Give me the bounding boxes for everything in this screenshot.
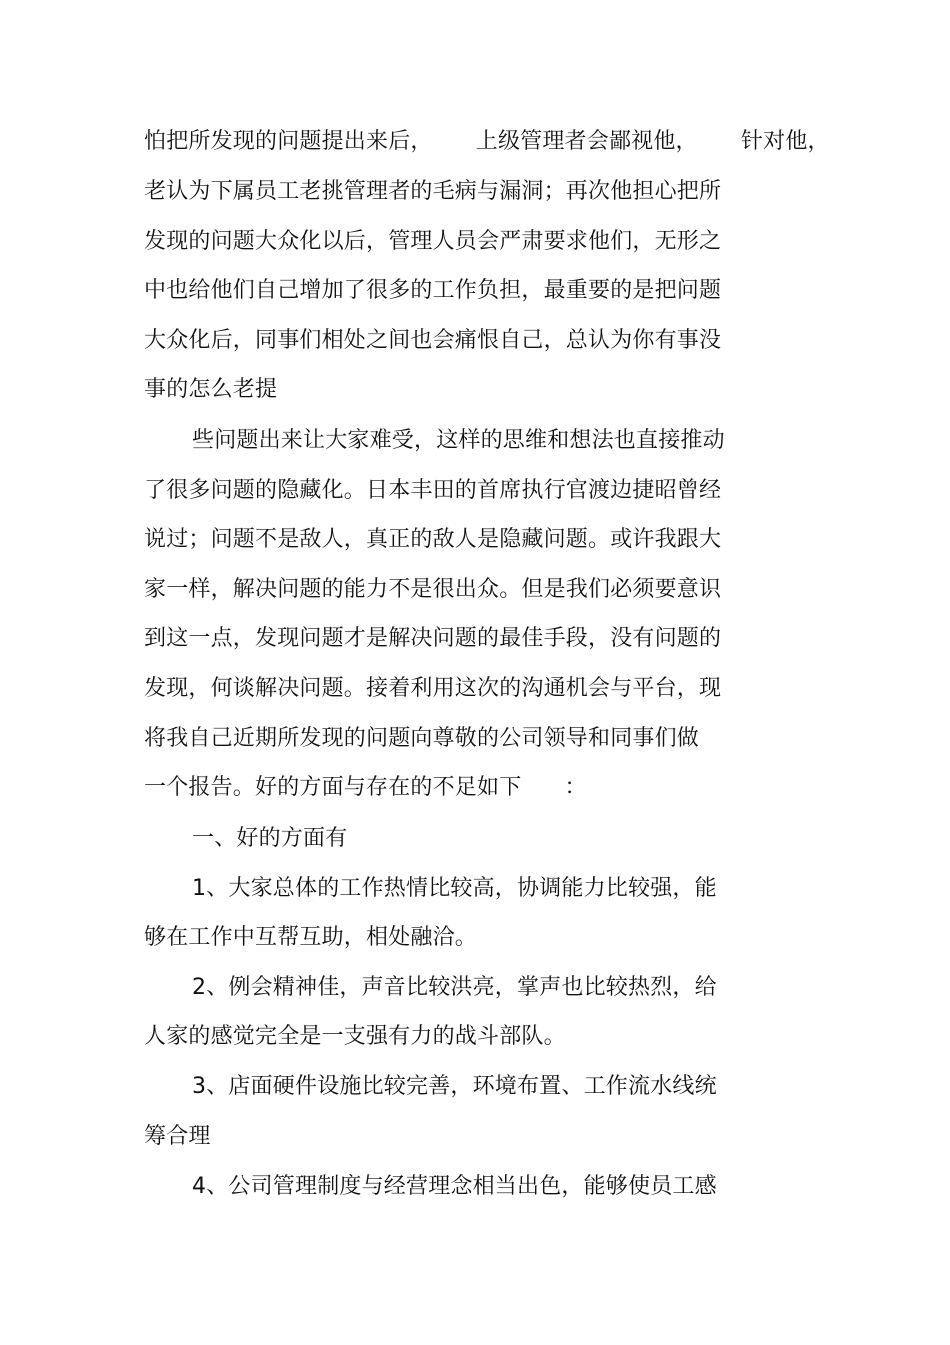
- text-line: 了很多问题的隐藏化。日本丰田的首席执行官渡边捷昭曾经: [144, 478, 722, 503]
- text-line: 怕把所发现的问题提出来后， 上级管理者会鄙视他， 针对他，: [144, 129, 830, 154]
- text-line: 大众化后，同事们相处之间也会痛恨自己，总认为你有事没: [144, 328, 722, 353]
- text-line: 老认为下属员工老挑管理者的毛病与漏洞；再次他担心把所: [144, 179, 722, 204]
- text-line: 发现，何谈解决问题。接着利用这次的沟通机会与平台，现: [144, 676, 722, 701]
- text-line: 事的怎么老提: [144, 377, 278, 402]
- list-item-1: 1、大家总体的工作热情比较高，协调能力比较强，能: [192, 876, 717, 901]
- text-line: 够在工作中互帮互助，相处融洽。: [144, 925, 478, 950]
- text-line: 人家的感觉完全是一支强有力的战斗部队。: [144, 1024, 566, 1049]
- paragraph-first-line: 些问题出来让大家难受，这样的思维和想法也直接推动: [192, 428, 725, 453]
- text-line: 家一样，解决问题的能力不是很出众。但是我们必须要意识: [144, 577, 722, 602]
- list-item-2: 2、例会精神佳，声音比较洪亮，掌声也比较热烈，给: [192, 975, 717, 1000]
- text-line: 将我自己近期所发现的问题向尊敬的公司领导和同事们做: [144, 726, 700, 751]
- list-item-4: 4、公司管理制度与经营理念相当出色，能够使员工感: [192, 1174, 717, 1199]
- text-line: 说过；问题不是敌人，真正的敌人是隐藏问题。或许我跟大: [144, 527, 722, 552]
- list-item-3: 3、店面硬件设施比较完善，环境布置、工作流水线统: [192, 1074, 717, 1099]
- text-line: 筹合理: [144, 1124, 211, 1149]
- text-line: 到这一点，发现问题才是解决问题的最佳手段，没有问题的: [144, 626, 722, 651]
- text-line: 一个报告。好的方面与存在的不足如下 ：: [144, 775, 587, 800]
- text-line: 发现的问题大众化以后，管理人员会严肃要求他们，无形之: [144, 229, 722, 254]
- text-line: 中也给他们自己增加了很多的工作负担，最重要的是把问题: [144, 278, 722, 303]
- section-heading: 一、好的方面有: [192, 826, 348, 851]
